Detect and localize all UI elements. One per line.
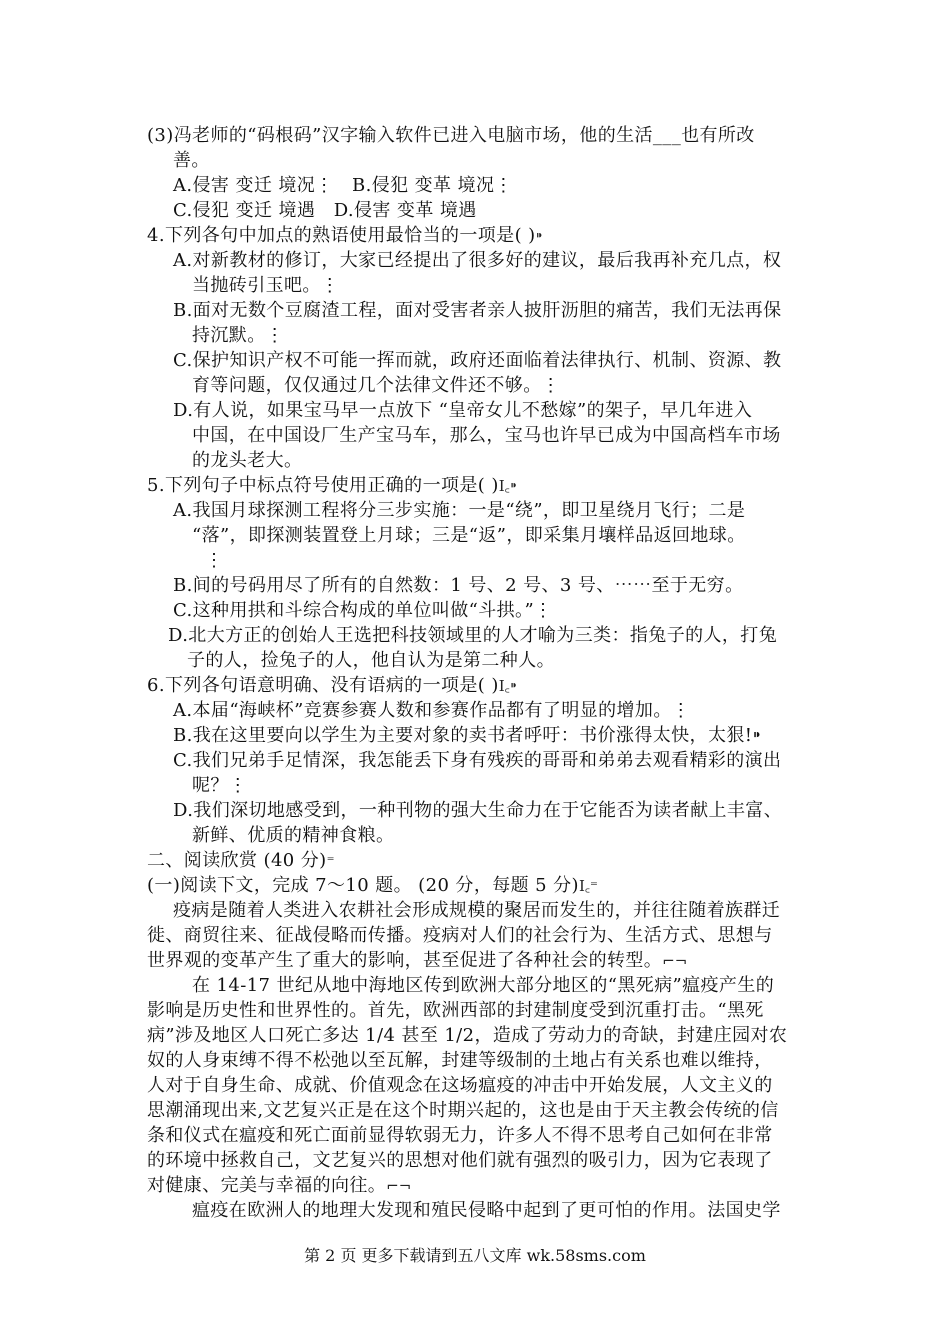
q4-option-d-line-2: 中国，在中国设厂生产宝马车，那么，宝马也许早已成为中国高档车市场 [192,425,781,446]
section-2-title-mark: ⁼ [326,852,335,870]
q4-option-a-line-1: A.对新教材的修订，大家已经提出了很多好的建议，最后我再补充几点，权 [173,250,782,271]
q4-stem [147,224,543,248]
passage-p2-line-9 [147,1174,411,1198]
passage-p2-line-5: 人对于自身生命、成就、价值观念在这场瘟疫的冲击中开始发展，人文主义的 [147,1075,773,1096]
q6-stem-text: 6.下列各句语意明确、没有语病的一项是( ) [147,675,499,696]
section-2-title [147,849,335,873]
q6-option-a: A.本届“海峡杯”竞赛参赛人数和参赛作品都有了明显的增加。⋮ [173,700,691,721]
q3-stem-line-2: 善。 [173,150,210,171]
q5-option-d-line-1: D.北大方正的创始人王选把科技领域里的人才喻为三类：指兔子的人，打兔 [168,625,778,646]
passage-p1-line-2: 徙、商贸往来、征战侵略而传播。疫病对人们的社会行为、生活方式、思想与 [147,925,773,946]
q6-stray-mark: I꜀⁍ [498,677,518,695]
q6-option-d-line-2: 新鲜、优质的精神食粮。 [192,825,395,846]
q4-stem-text: 4.下列各句中加点的熟语使用最恰当的一项是( ) [147,225,536,246]
q3-stem-line-1 [147,124,755,148]
q5-option-a-line-3: ⋮ [205,550,224,571]
passage-p2-line-4: 奴的人身束缚不得不松弛以至瓦解，封建等级制的土地占有关系也难以维持， [147,1050,773,1071]
q5-option-a-line-2: “落”，即探测装置登上月球；三是“返”，即采集月壤样品返回地球。 [192,525,746,546]
q4-option-c-line-2: 育等问题，仅仅通过几个法律文件还不够。⋮ [192,375,560,396]
passage-p2-line-1: 在 14-17 世纪从地中海地区传到欧洲大部分地区的“黑死病”瘟疫产生的 [192,975,775,996]
q3-options-cd: C.侵犯 变迁 境遇 D.侵害 变革 境遇 [173,200,477,221]
q6-option-d-line-1: D.我们深切地感受到，一种刊物的强大生命力在于它能否为读者献上丰富、 [173,800,783,821]
section-2-subtitle-text: (一)阅读下文，完成 7～10 题。 (20 分，每题 5 分) [147,875,579,896]
passage-p2-line-8: 的环境中拯救自己，文艺复兴的思想对他们就有强烈的吸引力，因为它表现了 [147,1150,773,1171]
q4-option-d-line-3: 的龙头老大。 [192,450,303,471]
q3-blank: ___ [652,125,682,146]
passage-p2-line-6: 思潮涌现出来,文艺复兴正是在这个时期兴起的，这也是由于天主教会传统的信 [147,1100,779,1121]
passage-p2-line-7: 条和仪式在瘟疫和死亡面前显得软弱无力，许多人不得不思考自己如何在非常 [147,1125,773,1146]
passage-p1-mark: ⌐¬ [662,952,688,970]
q6-option-c-line-1: C.我们兄弟手足情深，我怎能丢下身有残疾的哥哥和弟弟去观看精彩的演出 [173,750,782,771]
q4-option-b-line-1: B.面对无数个豆腐渣工程，面对受害者亲人披肝沥胆的痛苦，我们无法再保 [173,300,782,321]
q6-stem [147,674,517,698]
passage-p2-line-9-text: 对健康、完美与幸福的向往。 [147,1175,387,1196]
q3-stem-tail: 也有所改 [681,125,755,146]
q3-stem-text: (3)冯老师的“码根码”汉字输入软件已进入电脑市场，他的生活 [147,125,653,146]
q5-option-d-line-2: 子的人，捡兔子的人，他自认为是第二种人。 [187,650,555,671]
q5-stem [147,474,517,498]
passage-p1-line-3 [147,949,687,973]
q4-option-c-line-1: C.保护知识产权不可能一挥而就，政府还面临着法律执行、机制、资源、教 [173,350,782,371]
passage-p3-line-1: 瘟疫在欧洲人的地理大发现和殖民侵略中起到了更可怕的作用。法国史学 [192,1200,781,1221]
q3-options-ab: A.侵害 变迁 境况⋮ B.侵犯 变革 境况⋮ [173,175,513,196]
q6-option-c-line-2: 呢？⋮ [192,775,248,796]
passage-p2-line-3: 病”涉及地区人口死亡多达 1/4 甚至 1/2，造成了劳动力的奇缺，封建庄园对农 [147,1025,788,1046]
section-2-title-text: 二、阅读欣赏 (40 分) [147,850,327,871]
q4-stray-mark: ⁍ [535,227,544,245]
q5-stray-mark: I꜀⁍ [498,477,518,495]
q4-option-d-line-1: D.有人说，如果宝马早一点放下 “皇帝女儿不愁嫁”的架子，早几年进入 [173,400,753,421]
page-footer: 第 2 页 更多下载请到五八文库 wk.58sms.com [304,1246,646,1265]
q5-option-a-line-1: A.我国月球探测工程将分三步实施：一是“绕”，即卫星绕月飞行；二是 [173,500,746,521]
q4-option-b-line-2: 持沉默。⋮ [192,325,284,346]
q5-stem-text: 5.下列句子中标点符号使用正确的一项是( ) [147,475,499,496]
section-2-subtitle [147,874,598,898]
q4-option-a-line-2: 当抛砖引玉吧。⋮ [192,275,340,296]
passage-p2-mark: ⌐¬ [386,1177,412,1195]
passage-p1-line-3-text: 世界观的变革产生了重大的影响，甚至促进了各种社会的转型。 [147,950,663,971]
passage-p2-line-2: 影响是历史性和世界性的。首先，欧洲西部的封建制度受到沉重打击。“黑死 [147,1000,764,1021]
q6-option-b: B.我在这里要向以学生为主要对象的卖书者呼吁：书价涨得太快，太狠!⁍ [173,725,762,746]
section-2-subtitle-mark: I꜀⁼ [578,877,598,895]
q5-option-b: B.间的号码用尽了所有的自然数：1 号、2 号、3 号、⋯⋯至于无穷。 [173,575,744,596]
passage-p1-line-1: 疫病是随着人类进入农耕社会形成规模的聚居而发生的，并往往随着族群迁 [173,900,781,921]
q5-option-c: C.这种用拱和斗综合构成的单位叫做“斗拱。”⋮ [173,600,553,621]
